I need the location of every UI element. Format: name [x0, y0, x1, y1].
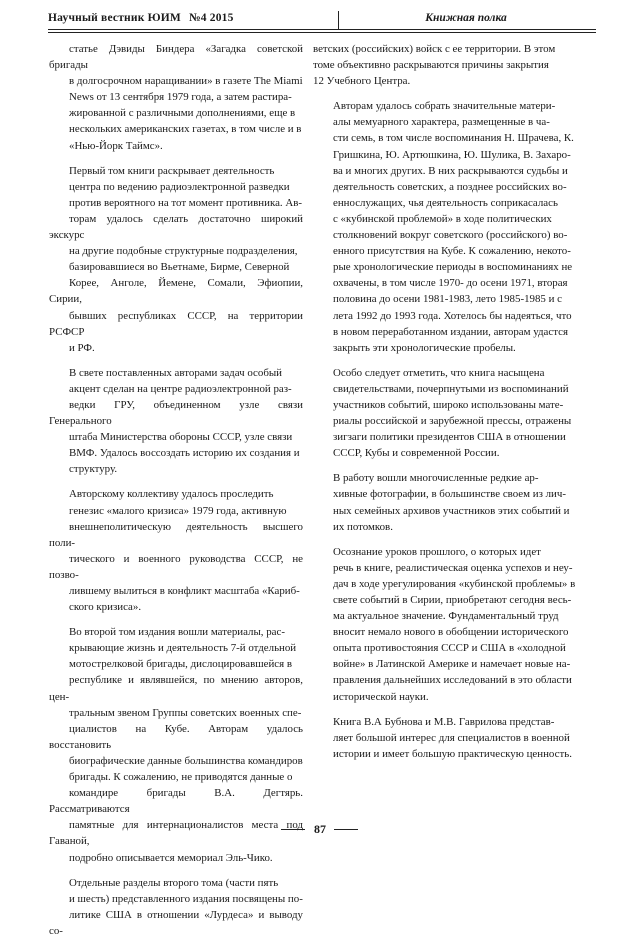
text-line: бывших республиках СССР, на территории РСФСР [49, 309, 303, 338]
text-line: командире бригады В.А. Дегтярь. Рассматриваются [49, 787, 303, 816]
text-line: и шесть) представленного издания посвящены по- [69, 892, 303, 905]
text-line: охвачены, в том числе 1970- до осени 1971, вторая [333, 277, 568, 290]
text-line: хивные фотографии, в большинстве своем из лич- [333, 488, 566, 501]
paragraph [313, 365, 583, 462]
text-line: сти семь, в том числе воспоминания Н. Шрачева, К. [333, 132, 574, 145]
text-line: войне» в Латинской Америке и намечает новые на- [333, 658, 571, 671]
text-line: тральным звеном Группы советских военных спе- [69, 706, 302, 719]
text-line: зигзаги политики президентов США в отношении [333, 431, 566, 444]
text-line: против вероятного на тот момент противника. Ав- [69, 196, 302, 209]
text-line: ных семейных архивов участников этих событий и [333, 504, 570, 517]
text-line: штаба Министерства обороны СССР, узле связи [69, 431, 293, 444]
text-line: исторической науки. [333, 690, 429, 703]
paragraph [49, 41, 303, 154]
text-line: лета 1992 до 1993 года. Хотелось бы надеяться, что [333, 309, 572, 322]
text-line: СССР, Кубы и современной России. [333, 447, 500, 460]
text-line: рые хронологические периоды в воспоминаниях не [333, 261, 573, 274]
text-line: Гришкина, Ю. Артюшкина, Ю. Шулика, В. Захаро- [333, 148, 571, 161]
text-line: деятельность советских, а позднее российских во- [333, 180, 567, 193]
text-line: Авторам удалось собрать значительные матери- [333, 100, 556, 113]
header-rule-thin [48, 32, 596, 33]
text-line: свидетельствами, почерпнутыми из воспоминаний [333, 382, 569, 395]
footer-dash-right [334, 829, 358, 830]
text-line: «Нью-Йорк Таймс». [69, 139, 163, 152]
text-line: ского кризиса». [69, 601, 142, 614]
text-line: В работу вошли многочисленные редкие ар- [333, 472, 539, 485]
paragraph [313, 41, 583, 89]
text-line: бригады. К сожалению, не приводятся данные о [69, 771, 293, 784]
right-column [313, 41, 583, 771]
text-line: ма актуальное значение. Фундаментальный труд [333, 610, 559, 623]
text-line: на другие подобные структурные подразделения, [69, 245, 298, 258]
text-line: подробно описывается мемориал Эль-Чико. [69, 851, 273, 864]
paragraph [49, 365, 303, 478]
text-line: республике и являвшейся, по мнению авторов, цен- [49, 674, 303, 703]
text-line: литике США в отношении «Лурдеса» и выводу со- [49, 908, 303, 937]
text-line: половина до осени 1981-1983, лето 1985-1985 и с [333, 293, 562, 306]
text-line: Корее, Анголе, Йемене, Сомали, Эфиопии, Сирии, [49, 277, 303, 306]
text-line: мотострелковой бригады, дислоцировавшейся в [69, 658, 292, 671]
paragraph [49, 163, 303, 356]
footer-dash-left [281, 829, 305, 830]
text-line: статье Дэвиды Биндера «Загадка советской бригады [49, 43, 303, 72]
text-line: истории и имеет большую практическую ценность. [333, 747, 572, 760]
text-line: базировавшиеся во Вьетнаме, Бирме, Северной [69, 261, 290, 274]
text-line: ва и многих других. В них раскрываются судьбы и [333, 164, 568, 177]
left-column [49, 41, 303, 948]
paragraph [313, 98, 583, 356]
text-line: центра по ведению радиоэлектронной разведки [69, 180, 290, 193]
text-line: Во второй том издания вошли материалы, рас- [69, 626, 285, 639]
text-line: 12 Учебного Центра. [313, 75, 411, 88]
section-title: Книжная полка [425, 12, 507, 24]
text-line: риалы российской и зарубежной прессы, отражены [333, 415, 572, 428]
text-line: News от 13 сентября 1979 года, а затем растира- [69, 91, 292, 104]
text-line: участников событий, широко использованы мате- [333, 398, 564, 411]
text-line: правления дальнейших исследований в это области [333, 674, 572, 687]
text-line: акцент сделан на центре радиоэлектронной раз- [69, 382, 292, 395]
text-line: еннослужащих, чья деятельность соприкасалась [333, 196, 558, 209]
text-line: циалистов на Кубе. Авторам удалось восстановить [49, 722, 303, 751]
text-line: Первый том книги раскрывает деятельность [69, 164, 275, 177]
text-line: Книга В.А Бубнова и М.В. Гаврилова представ- [333, 715, 555, 728]
paragraph [313, 470, 583, 534]
header-rule [48, 29, 596, 30]
text-line: в долгосрочном наращивании» в газете The Miami [69, 75, 303, 88]
text-line: с «кубинской проблемой» в ходе политических [333, 212, 552, 225]
text-line: алы мемуарного характера, размещенные в ча- [333, 116, 550, 129]
text-line: в новом переработанном издании, авторам удастся [333, 325, 568, 338]
text-line: тического и военного руководства СССР, не позво- [49, 552, 303, 581]
text-line: ВМФ. Удалось воссоздать историю их создания и [69, 447, 300, 460]
text-line: вносит немало нового в обобщении исторического [333, 626, 569, 639]
text-line: закрыть эти хронологические пробелы. [333, 341, 516, 354]
page-number: 87 [314, 822, 326, 836]
text-line: дач в ходе урегулирования «кубинской проблемы» в [333, 577, 576, 590]
text-line: биографические данные большинства командиров [69, 754, 303, 767]
text-line: В свете поставленных авторами задач особый [69, 366, 283, 379]
text-line: Авторскому коллективу удалось проследить [69, 488, 274, 501]
text-line: свете событий в Сирии, приобретают сегодня весь- [333, 594, 572, 606]
text-line: внешнеполитическую деятельность высшего поли- [49, 520, 303, 549]
text-line: ляет большой интерес для специалистов в военной [333, 731, 570, 744]
text-line: томе объективно раскрываются причины закрытия [313, 59, 549, 72]
text-line: Особо следует отметить, что книга насыщена [333, 366, 545, 379]
text-line: опыта противостояния СССР и США в «холодной [333, 642, 566, 655]
text-line: памятные для интернационалистов места под Гаваной, [49, 819, 303, 848]
journal-title: Научный вестник ЮИМ [48, 12, 181, 24]
text-line: структуру. [69, 463, 118, 476]
text-line: генезис «малого кризиса» 1979 года, активную [69, 504, 287, 517]
text-line: торам удалось сделать достаточно широкий экскурс [49, 212, 303, 242]
journal-info [48, 12, 234, 24]
text-line: Осознание уроков прошлого, о которых идет [333, 545, 541, 558]
paragraph [49, 486, 303, 615]
text-line: енного присутствия на Кубе. К сожалению, некото- [333, 245, 571, 258]
text-line: Отдельные разделы второго тома (части пять [69, 876, 279, 889]
page-footer [0, 822, 640, 836]
text-line: их потомков. [333, 520, 393, 533]
issue-number: №4 2015 [188, 12, 234, 24]
text-line: ветских (российских) войск с ее территории. В этом [313, 43, 556, 55]
text-line: речь в книге, реалистическая оценка успехов и неу- [333, 561, 573, 574]
text-line: и РФ. [69, 341, 95, 354]
paragraph [313, 714, 583, 762]
text-line: лившему вылиться в конфликт масштаба «Кариб- [69, 585, 300, 597]
page-header [48, 10, 596, 30]
text-line: крывающие жизнь и деятельность 7-й отдельной [69, 642, 297, 655]
text-line: столкновений вокруг советского (российского) во- [333, 229, 568, 242]
text-line: жированной с различными дополнениями, еще в [69, 107, 296, 120]
text-line: ведки ГРУ, объединенном узле связи Генерального [49, 398, 303, 428]
paragraph [49, 875, 303, 939]
paragraph [313, 544, 583, 705]
text-line: нескольких американских газетах, в том числе и в [69, 123, 302, 136]
